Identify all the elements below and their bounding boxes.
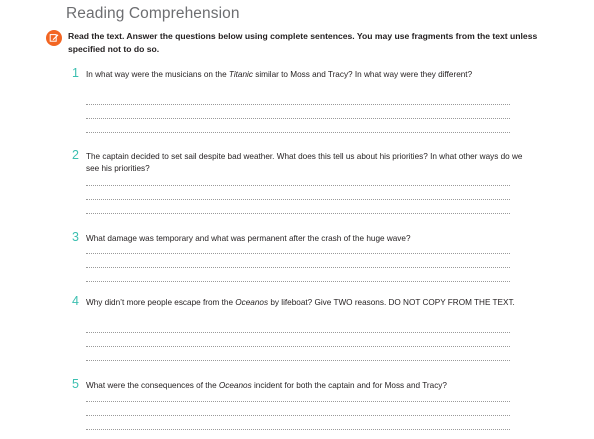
answer-line[interactable]	[86, 213, 510, 214]
answer-line[interactable]	[86, 253, 510, 254]
answer-line[interactable]	[86, 401, 510, 402]
question-number: 1	[72, 66, 79, 80]
question-text: What damage was temporary and what was permanent after the crash of the huge wave?	[86, 234, 411, 243]
answer-line[interactable]	[86, 132, 510, 133]
answer-line[interactable]	[86, 415, 510, 416]
page-title: Reading Comprehension	[66, 5, 240, 22]
question-number: 3	[72, 230, 79, 244]
answer-line[interactable]	[86, 185, 510, 186]
answer-line[interactable]	[86, 104, 510, 105]
answer-line[interactable]	[86, 429, 510, 430]
answer-line[interactable]	[86, 199, 510, 200]
question-text: In what way were the musicians on the Titanic similar to Moss and Tracy? In what way were they different?	[86, 70, 473, 79]
instructions-text: Read the text. Answer the questions below using complete sentences. You may use fragments from the text unless specified not to do so.	[68, 31, 538, 54]
answer-line[interactable]	[86, 332, 510, 333]
question-text: The captain decided to set sail despite bad weather. What does this tell us about his priorities? In what other ways do we see his priorities?	[86, 152, 523, 173]
question-number: 4	[72, 294, 79, 308]
answer-line[interactable]	[86, 360, 510, 361]
question-text: What were the consequences of the Oceanos incident for both the captain and for Moss and Tracy?	[86, 381, 447, 390]
answer-line[interactable]	[86, 346, 510, 347]
pencil-edit-icon	[46, 30, 62, 46]
answer-line[interactable]	[86, 281, 510, 282]
answer-line[interactable]	[86, 118, 510, 119]
question-number: 2	[72, 148, 79, 162]
question-text: Why didn’t more people escape from the Oceanos by lifeboat? Give TWO reasons. DO NOT COPY FROM THE TEXT.	[86, 298, 515, 307]
answer-line[interactable]	[86, 267, 510, 268]
question-number: 5	[72, 377, 79, 391]
